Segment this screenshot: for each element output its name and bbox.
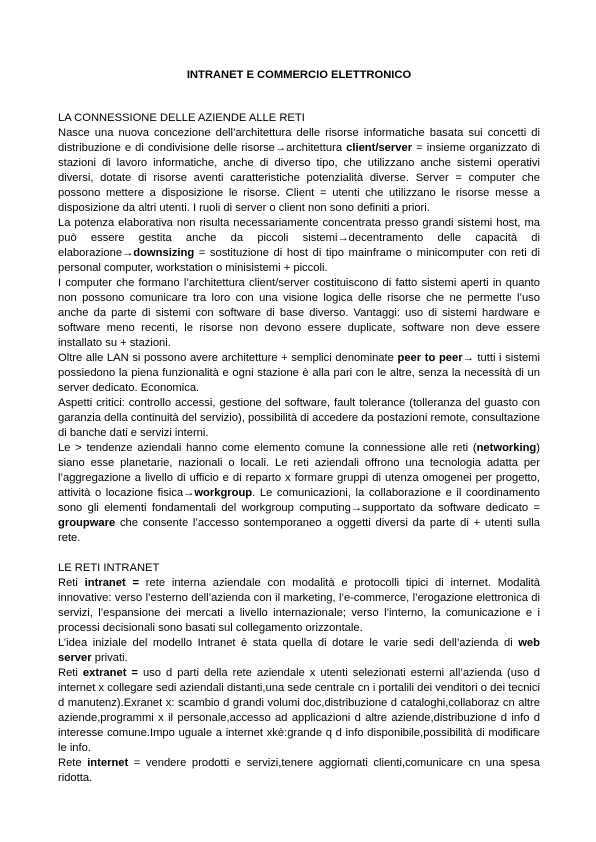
bold-term: web server xyxy=(58,637,540,664)
text-run: Oltre alle LAN si possono avere architetture + semplici denominate xyxy=(58,352,398,364)
text-run: Aspetti critici: controllo accessi, gestione del software, fault tolerance (tolleranza del guasto con garanzia della continuità del servizio), possibilità di accedere da postazioni remote, consultazione di banche dati e servizi interni. xyxy=(58,397,540,439)
text-run: . Le comunicazioni, la collaborazione e il coordinamento sono gli elementi fondamentali del workgroup computing→supportato da software dedicato = xyxy=(58,487,540,514)
section-heading: LE RETI INTRANET xyxy=(58,562,160,574)
section-1 xyxy=(58,111,540,546)
bold-term: internet xyxy=(87,757,129,769)
paragraph xyxy=(58,396,540,441)
paragraph xyxy=(58,216,540,276)
paragraph xyxy=(58,126,540,216)
text-run: Le > tendenze aziendali hanno come elemento comune la connessione alle reti ( xyxy=(58,442,477,454)
bold-term: networking xyxy=(476,442,537,454)
document-body xyxy=(58,111,540,786)
bold-term: workgroup xyxy=(194,487,253,499)
paragraph xyxy=(58,756,540,786)
text-run: Reti xyxy=(58,667,83,679)
text-run: uso d parti della rete aziendale x utenti selezionati esterni all’azienda (uso d internet x collegare sedi aziendali distanti,una sede centrale cn i portalili dei venditori o dei tecnici d manutenz).Exranet x: scambio d grandi volumi doc,distribuzione d cataloghi,collaboraz cn altre aziende,programmi x il personale,accesso ad applicazioni d altre aziende,distribuzione d info d interesse comune.Impo uguale a internet xkè:grande q d info disponibile,possibilità di modificare le info. xyxy=(58,667,541,754)
section-heading: LA CONNESSIONE DELLE AZIENDE ALLE RETI xyxy=(58,112,305,124)
text-run: Reti xyxy=(58,577,85,589)
bold-term: downsizing xyxy=(133,247,195,259)
paragraph xyxy=(58,276,540,351)
bold-term: groupware xyxy=(58,517,116,529)
text-run: → tutti i sistemi possiedono la piena funzionalità e ogni stazione è alla pari con le altre, senza la necessità di un server dedicato. Economica. xyxy=(58,352,540,394)
text-run: La potenza elaborativa non risulta necessariamente concentrata presso grandi sistemi host, ma può essere gestita anche da piccoli sistemi→decentramento delle capacità di elaborazione→ xyxy=(58,217,540,259)
text-run: privati. xyxy=(91,652,128,664)
text-run: = vendere prodotti e servizi,tenere aggiornati clienti,comunicare cn una spesa ridotta. xyxy=(58,757,540,784)
text-run: ) siano esse planetarie, nazionali o locali. Le reti aziendali offrono una tecnologia adatta per l’aggregazione a livello di ufficio e di reparto x formare gruppi di utenza omogenei per progetto, attività o locazione fisica→ xyxy=(58,442,540,499)
text-run: L’idea iniziale del modello Intranet è stata quella di dotare le varie sedi dell’azienda di xyxy=(58,637,519,649)
section-2 xyxy=(58,561,540,786)
paragraph xyxy=(58,666,540,756)
bold-term: intranet = xyxy=(84,577,140,589)
document-title: INTRANET E COMMERCIO ELETTRONICO xyxy=(186,69,412,81)
text-run: rete interna aziendale con modalità e protocolli tipici di internet. Modalità innovative: verso l’esterno dell’azienda con il marketing, l’e-commerce, l’erogazione elettronica di servizi, l’espansione dei mercati a livello internazionale; verso l’interno, la comunicazione e i processi decisionali sono basati sul collegamento orizzontale. xyxy=(58,577,540,634)
paragraph xyxy=(58,441,540,546)
text-run: = sostituzione di host di tipo mainframe o minicomputer con reti di personal computer, workstation o minisistemi + piccoli. xyxy=(58,247,540,274)
text-run: che consente l’accesso sontemporaneo a oggetti diversi da parte di + utenti sulla rete. xyxy=(58,517,540,544)
paragraph xyxy=(58,576,540,636)
bold-term: extranet = xyxy=(82,667,138,679)
text-run: Rete xyxy=(58,757,88,769)
paragraph xyxy=(58,351,540,396)
bold-term: client/server xyxy=(346,142,413,154)
bold-term: peer to peer xyxy=(397,352,463,364)
text-run: = insieme organizzato di stazioni di lavoro informatiche, anche di diverso tipo, che utilizzano anche sistemi operativi diversi, dotate di risorse aventi caratteristiche potenzialità diverse. Server = computer che possono mettere a disposizione le risorse. Client = utenti che utilizzano le risorse messe a disposizione da altri utenti. I ruoli di server o client non sono definiti a priori. xyxy=(58,142,540,214)
text-run: I computer che formano l’architettura client/server costituiscono di fatto sistemi aperti in quanto non possono comunicare tra loro con una visione logica delle risorse che ne permette l’uso anche da parte di sistemi con software di base diverso. Vantaggi: uso di sistemi hardware e software meno recenti, le risorse non devono essere duplicate, software non deve essere installato su + stazioni. xyxy=(58,277,540,349)
paragraph xyxy=(58,636,540,666)
text-run: Nasce una nuova concezione dell’architettura delle risorse informatiche basata sui concetti di distribuzione e di condivisione delle risorse→architettura xyxy=(58,127,540,154)
document-page xyxy=(58,68,540,801)
